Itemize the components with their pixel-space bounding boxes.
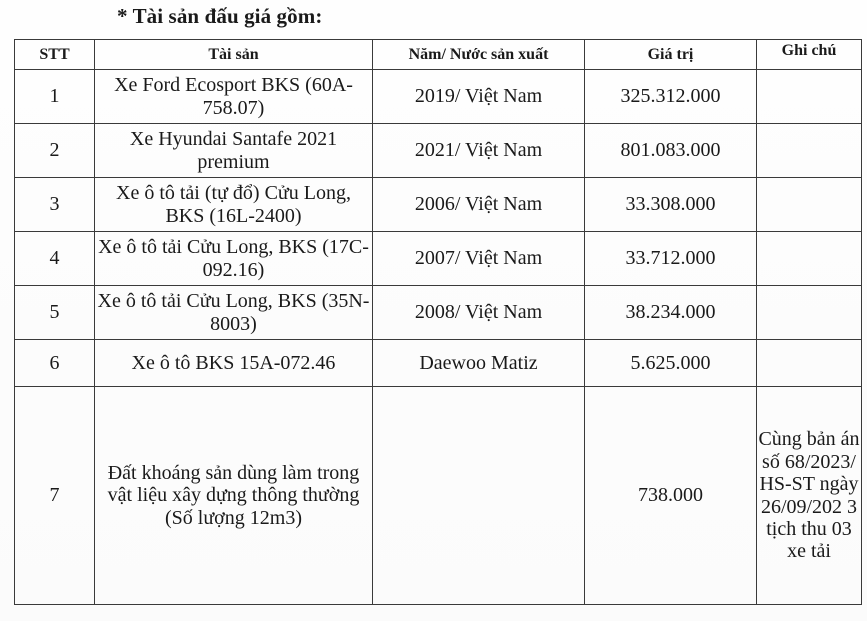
cell-value: 5.625.000 — [585, 340, 757, 387]
header-value: Giá trị — [585, 40, 757, 70]
table-row — [15, 340, 862, 387]
cell-note — [757, 286, 862, 340]
section-heading: * Tài sản đấu giá gồm: — [117, 4, 323, 28]
header-year-origin: Năm/ Nước sản xuất — [373, 40, 585, 70]
cell-asset: Xe Ford Ecosport BKS (60A-758.07) — [95, 70, 373, 124]
cell-stt: 3 — [15, 178, 95, 232]
cell-note — [757, 232, 862, 286]
cell-stt: 7 — [15, 387, 95, 605]
cell-value: 33.308.000 — [585, 178, 757, 232]
cell-note — [757, 70, 862, 124]
cell-asset: Đất khoáng sản dùng làm trong vật liệu xây dựng thông thường (Số lượng 12m3) — [95, 387, 373, 605]
table-row — [15, 124, 862, 178]
table-header-row — [15, 40, 862, 70]
cell-stt: 4 — [15, 232, 95, 286]
cell-value: 325.312.000 — [585, 70, 757, 124]
table-row — [15, 286, 862, 340]
cell-year-origin: 2019/ Việt Nam — [373, 70, 585, 124]
cell-value: 33.712.000 — [585, 232, 757, 286]
table-row — [15, 387, 862, 605]
table-row — [15, 178, 862, 232]
cell-year-origin — [373, 387, 585, 605]
cell-year-origin: 2006/ Việt Nam — [373, 178, 585, 232]
cell-stt: 5 — [15, 286, 95, 340]
cell-asset: Xe ô tô tải Cửu Long, BKS (17C-092.16) — [95, 232, 373, 286]
header-stt: STT — [15, 40, 95, 70]
cell-asset: Xe ô tô tải (tự đổ) Cửu Long, BKS (16L-2400) — [95, 178, 373, 232]
cell-note — [757, 340, 862, 387]
cell-asset: Xe ô tô BKS 15A-072.46 — [95, 340, 373, 387]
cell-note — [757, 178, 862, 232]
cell-value: 738.000 — [585, 387, 757, 605]
cell-year-origin: 2008/ Việt Nam — [373, 286, 585, 340]
cell-stt: 6 — [15, 340, 95, 387]
header-note: Ghi chú — [757, 40, 862, 70]
asset-table — [14, 39, 862, 605]
table-row — [15, 70, 862, 124]
cell-asset: Xe Hyundai Santafe 2021 premium — [95, 124, 373, 178]
cell-note — [757, 124, 862, 178]
cell-stt: 2 — [15, 124, 95, 178]
cell-year-origin: Daewoo Matiz — [373, 340, 585, 387]
cell-value: 801.083.000 — [585, 124, 757, 178]
cell-value: 38.234.000 — [585, 286, 757, 340]
header-asset: Tài sản — [95, 40, 373, 70]
cell-note: Cùng bản án số 68/2023/ HS-ST ngày 26/09/202 3 tịch thu 03 xe tải — [757, 387, 862, 605]
cell-asset: Xe ô tô tải Cửu Long, BKS (35N-8003) — [95, 286, 373, 340]
cell-stt: 1 — [15, 70, 95, 124]
cell-year-origin: 2007/ Việt Nam — [373, 232, 585, 286]
cell-year-origin: 2021/ Việt Nam — [373, 124, 585, 178]
table-row — [15, 232, 862, 286]
